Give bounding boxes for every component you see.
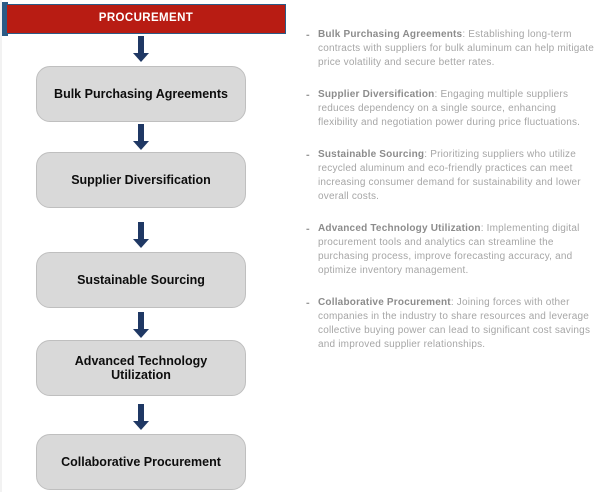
note-text — [318, 148, 594, 204]
flow-node-label: Sustainable Sourcing — [77, 273, 205, 287]
note-body: : Establishing long-term contracts with suppliers for bulk aluminum can help mitigate price volatility and secure better rates. — [318, 29, 595, 68]
note-lead: Collaborative Procurement — [318, 297, 451, 308]
note-lead: Bulk Purchasing Agreements — [318, 29, 463, 40]
list-item — [306, 28, 594, 70]
arrow-head — [133, 329, 149, 338]
procurement-header-band — [6, 4, 286, 34]
arrow-head — [133, 141, 149, 150]
note-lead: Supplier Diversification — [318, 89, 435, 100]
list-item — [306, 88, 594, 130]
dash-bullet-icon: - — [306, 149, 310, 161]
note-body: : Engaging multiple suppliers reduces dependency on a single source, enhancing flexibility and negotiation power during price fluctuations. — [318, 89, 581, 128]
arrow-stem — [138, 222, 144, 239]
notes-list — [306, 28, 594, 370]
list-item — [306, 148, 594, 204]
note-text — [318, 88, 594, 130]
flow-node-label: Advanced Technology Utilization — [74, 354, 208, 382]
flow-arrow-icon — [133, 222, 149, 248]
note-body: : Joining forces with other companies in the industry to share resources and leverage collective buying power can lead to significant cost savings and improved supplier relationships. — [318, 297, 591, 350]
dash-bullet-icon: - — [306, 223, 310, 235]
note-text — [318, 28, 594, 70]
note-body: : Prioritizing suppliers who utilize recycled aluminum and eco-friendly practices can meet increasing consumer demand for sustainability and lower overall costs. — [318, 149, 581, 202]
arrow-stem — [138, 124, 144, 141]
flow-node-label: Supplier Diversification — [71, 173, 211, 187]
flow-node-label: Collaborative Procurement — [61, 455, 221, 469]
flow-node-collaborative-procurement[interactable] — [36, 434, 246, 490]
dash-bullet-icon: - — [306, 297, 310, 309]
procurement-header-label: PROCUREMENT — [98, 12, 194, 24]
flow-arrow-icon — [133, 404, 149, 430]
flow-node-label: Bulk Purchasing Agreements — [54, 87, 228, 101]
arrow-head — [133, 53, 149, 62]
flow-node-bulk-purchasing-agreements[interactable] — [36, 66, 246, 122]
arrow-stem — [138, 404, 144, 421]
note-text — [318, 222, 594, 278]
arrow-head — [133, 239, 149, 248]
dash-bullet-icon: - — [306, 29, 310, 41]
note-lead: Sustainable Sourcing — [318, 149, 425, 160]
arrow-head — [133, 421, 149, 430]
arrow-stem — [138, 36, 144, 53]
note-text — [318, 296, 594, 352]
list-item — [306, 222, 594, 278]
arrow-stem — [138, 312, 144, 329]
flow-node-supplier-diversification[interactable] — [36, 152, 246, 208]
flow-arrow-icon — [133, 36, 149, 62]
flow-arrow-icon — [133, 312, 149, 338]
dash-bullet-icon: - — [306, 89, 310, 101]
flow-node-sustainable-sourcing[interactable] — [36, 252, 246, 308]
list-item — [306, 296, 594, 352]
flow-arrow-icon — [133, 124, 149, 150]
note-lead: Advanced Technology Utilization — [318, 223, 481, 234]
flow-node-advanced-technology-utilization[interactable] — [36, 340, 246, 396]
process-flow-diagram — [0, 0, 300, 492]
note-body: : Implementing digital procurement tools and analytics can streamline the purchasing process, improve forecasting accuracy, and optimize inventory management. — [318, 223, 580, 276]
